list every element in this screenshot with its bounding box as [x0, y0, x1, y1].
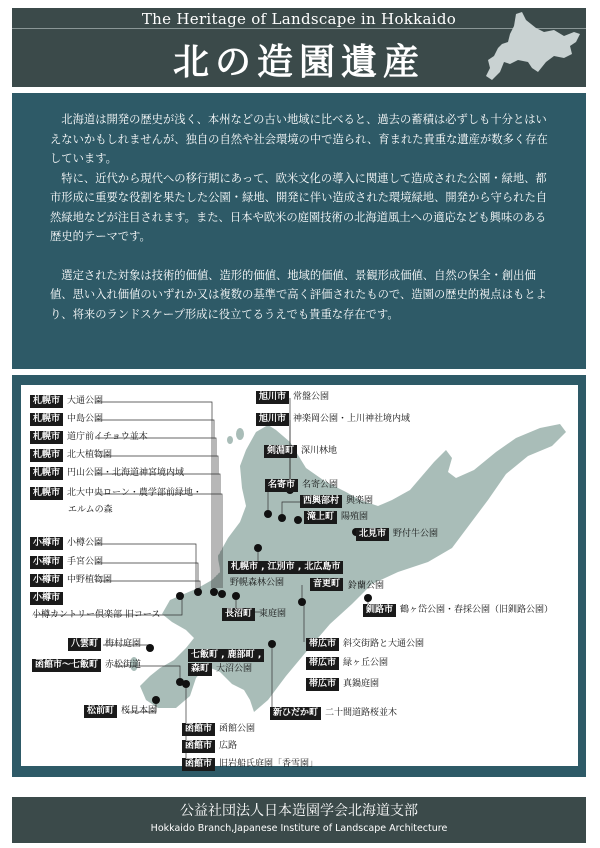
site-name: 東庭園 — [259, 609, 287, 619]
site-name: 梅村庭園 — [105, 639, 142, 649]
site-name: 大沼公園 — [216, 664, 253, 674]
site-label — [228, 561, 347, 574]
site-dot — [254, 544, 262, 552]
site-label — [306, 657, 388, 670]
footer-org-name-en: Hokkaido Branch,Japanese Institure of Landscape Architecture — [150, 823, 448, 834]
site-city: 北見市 — [356, 528, 389, 541]
site-name: 鶴ヶ岱公園・春採公園（旧釧路公園） — [400, 605, 554, 615]
site-city: 旭川市 — [256, 413, 289, 426]
site-city: 札幌市 — [30, 467, 63, 480]
site-label — [30, 592, 67, 605]
site-name: 深川林地 — [301, 446, 338, 456]
site-dot — [176, 592, 184, 600]
site-dot — [182, 680, 190, 688]
site-label — [30, 574, 112, 587]
site-city: 札幌市 , 江別市 , 北広島市 — [228, 561, 343, 574]
site-dot — [298, 598, 306, 606]
site-name-cont: 鈴蘭公園 — [348, 581, 385, 591]
site-city: 小樽市 — [30, 537, 63, 550]
site-dot — [194, 588, 202, 596]
site-city: 長沼町 — [222, 608, 255, 621]
site-label — [306, 678, 379, 691]
site-name: 中野植物園 — [67, 575, 113, 585]
site-name: 函館公園 — [219, 724, 256, 734]
site-city: 函館市 — [182, 740, 215, 753]
site-dot — [232, 592, 240, 600]
site-name: 陽殖園 — [341, 512, 369, 522]
site-label — [30, 431, 148, 444]
english-title: The Heritage of Landscape in Hokkaido — [141, 10, 457, 28]
site-name-cont: エルムの森 — [68, 505, 113, 515]
site-name: 広路 — [219, 741, 238, 751]
site-name: 名寄公園 — [302, 480, 339, 490]
intro-paragraph-3: 選定された対象は技術的価値、造形的価値、地域的価値、景観形成価値、自然の保全・創出価値、思い入れ価値のいずれか又は複数の基準で高く評価されたもので、造園の歴史的視点はもとより、将来のランドスケープ形成に役立てるうえでも貴重な存在です。 — [50, 268, 547, 321]
site-city: 小樽市 — [30, 574, 63, 587]
site-dot — [218, 590, 226, 598]
site-city: 札幌市 — [30, 431, 63, 444]
site-city: 札幌市 — [30, 449, 63, 462]
site-label — [310, 578, 347, 591]
site-dot — [278, 514, 286, 522]
site-name: 野付牛公園 — [393, 529, 439, 539]
site-label — [32, 659, 141, 672]
site-name: 二十間道路桜並木 — [325, 708, 398, 718]
site-label — [30, 537, 103, 550]
site-city: 名寄市 — [265, 479, 298, 492]
site-dot — [364, 594, 372, 602]
site-label — [30, 487, 202, 500]
site-label — [30, 449, 112, 462]
site-label — [68, 638, 141, 651]
site-city: 滝上町 — [304, 511, 337, 524]
site-label — [188, 649, 268, 662]
site-name-cont: 小樽カントリー倶楽部 旧コース — [32, 610, 161, 620]
site-label — [222, 608, 286, 621]
site-name: 小樽公園 — [67, 538, 104, 548]
site-label — [30, 413, 103, 426]
site-city: 札幌市 — [30, 487, 63, 500]
site-city: 森町 — [188, 663, 212, 676]
site-label — [304, 511, 368, 524]
site-name: 真鍋庭園 — [343, 679, 380, 689]
site-city: 小樽市 — [30, 556, 63, 569]
intro-paragraph-2: 特に、近代から現代への移行期にあって、欧米文化の導入に関連して造成された公園・緑地、都市形成に重要な役割を果たした公園・緑地、開発に伴い造成された環境緑地、開発から守られた自然緑地などが注目されます。また、日本や欧米の庭園技術の北海道風土への適応なども興味のある歴史的テーマです。 — [50, 171, 548, 243]
site-name: 常盤公園 — [293, 392, 330, 402]
site-name: 円山公園・北海道神宮境内域 — [67, 468, 185, 478]
site-label — [363, 604, 553, 617]
site-dot — [146, 644, 154, 652]
site-label — [30, 556, 103, 569]
site-name: 赤松街道 — [105, 660, 142, 670]
site-label — [356, 528, 438, 541]
site-city: 八雲町 — [68, 638, 101, 651]
site-label — [264, 445, 337, 458]
site-name: 北大植物園 — [67, 450, 113, 460]
site-city: 函館市 — [182, 723, 215, 736]
site-label — [306, 638, 424, 651]
footer-org-name: 公益社団法人日本造園学会北海道支部 — [180, 803, 418, 819]
site-name: 旧岩船氏庭園「香雪園」 — [219, 759, 319, 769]
site-dot — [210, 588, 218, 596]
site-name: 手宮公園 — [67, 557, 104, 567]
site-name: 緑ヶ丘公園 — [343, 658, 389, 668]
site-label — [182, 723, 255, 736]
site-name: 斜交街路と大通公園 — [343, 639, 425, 649]
site-city: 松前町 — [84, 705, 117, 718]
site-label — [188, 663, 252, 676]
site-city: 新ひだか町 — [270, 707, 321, 720]
site-name: 桜見本園 — [121, 706, 158, 716]
site-city: 剣淵町 — [264, 445, 297, 458]
site-dot — [152, 696, 160, 704]
site-name-cont: 野幌森林公園 — [230, 578, 285, 588]
site-label — [256, 391, 329, 404]
site-city: 旭川市 — [256, 391, 289, 404]
site-dot — [268, 640, 276, 648]
site-city: 帯広市 — [306, 638, 339, 651]
site-city: 函館市〜七飯町 — [32, 659, 101, 672]
intro-paragraph-1: 北海道は開発の歴史が浅く、本州などの古い地域に比べると、過去の蓄積は必ずしも十分とはいえないかもしれませんが、独自の自然や社会環境の中で造られ、育まれた貴重な遺産が数多く存在しています。 — [50, 113, 548, 165]
site-name: 大通公園 — [67, 396, 104, 406]
site-name: 興楽園 — [346, 496, 374, 506]
site-name: 神楽岡公園・上川神社境内域 — [293, 414, 411, 424]
site-city: 函館市 — [182, 758, 215, 771]
site-label — [265, 479, 338, 492]
site-dot — [264, 510, 272, 518]
site-city: 西興部村 — [300, 495, 342, 508]
site-label — [182, 740, 237, 753]
site-name: 北大中央ローン・農学部前緑地・ — [67, 488, 202, 498]
site-label — [256, 413, 410, 426]
site-city: 帯広市 — [306, 657, 339, 670]
site-name: 道庁前イチョウ並木 — [67, 432, 148, 442]
site-city: 小樽市 — [30, 592, 63, 605]
site-city: 帯広市 — [306, 678, 339, 691]
page-title: 北の造園遺産 — [172, 41, 425, 83]
site-city: 札幌市 — [30, 395, 63, 408]
site-label — [300, 495, 373, 508]
site-label — [30, 395, 103, 408]
site-city: 釧路市 — [363, 604, 396, 617]
site-label — [270, 707, 397, 720]
site-city: 札幌市 — [30, 413, 63, 426]
site-city: 七飯町 , 鹿部町 , — [188, 649, 264, 662]
site-label — [182, 758, 318, 771]
site-name: 中島公園 — [67, 414, 104, 424]
site-label — [30, 467, 184, 480]
site-city: 音更町 — [310, 578, 343, 591]
site-dot — [294, 516, 302, 524]
site-label — [84, 705, 157, 718]
